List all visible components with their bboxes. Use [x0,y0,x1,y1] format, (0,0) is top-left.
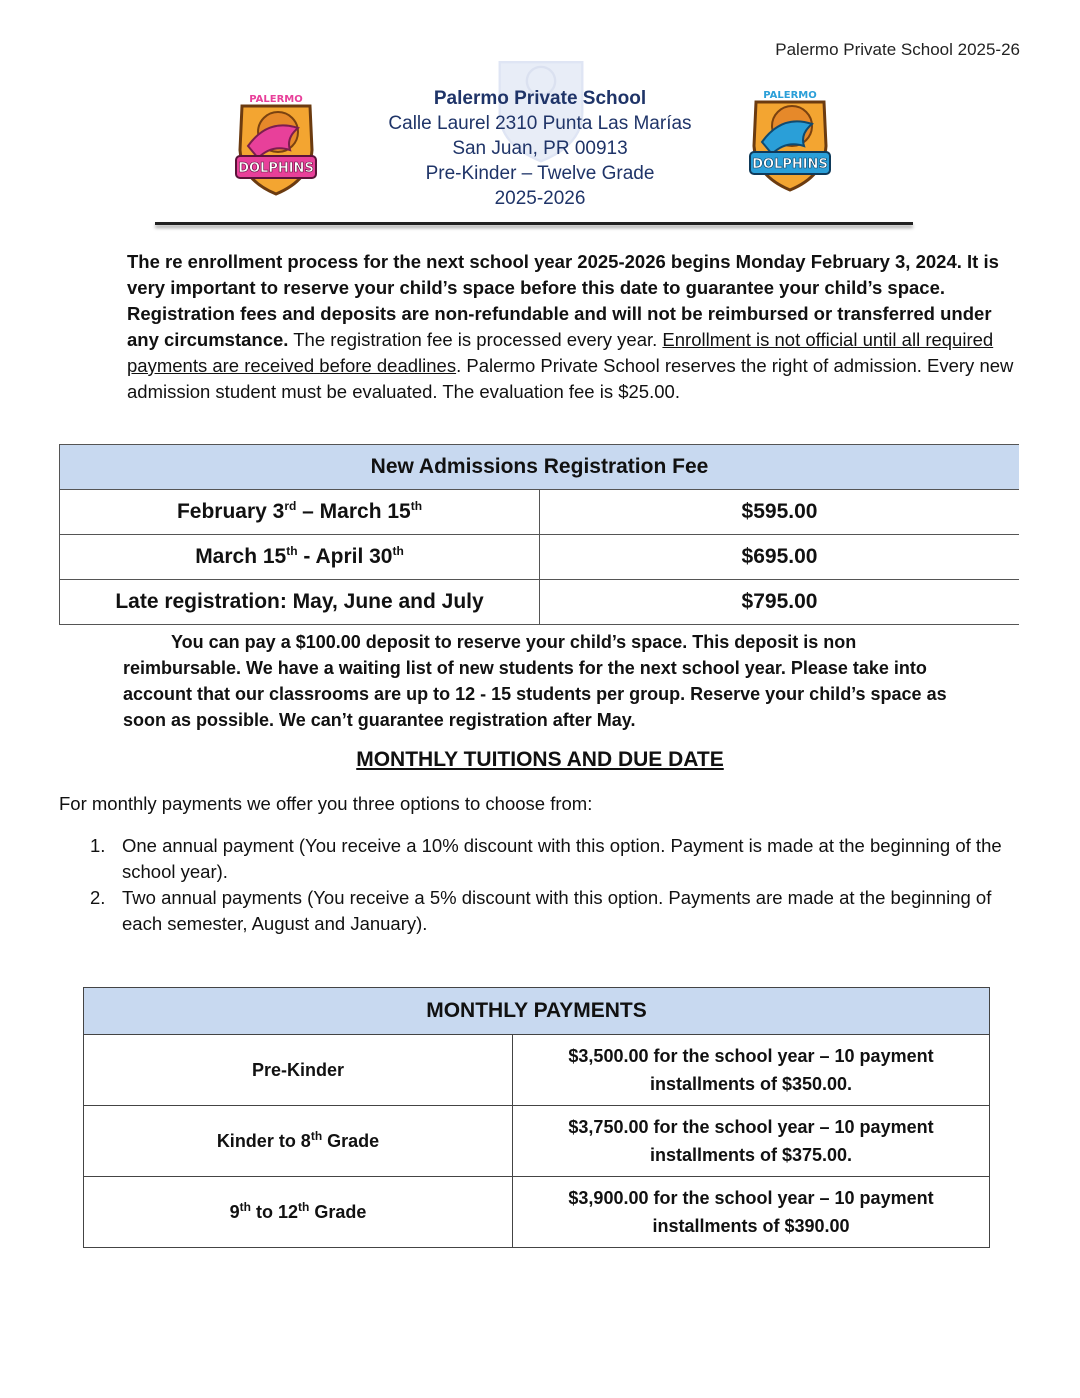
payment-cell: $3,900.00 for the school year – 10 payment installments of $390.00 [513,1177,990,1248]
deposit-note-text: You can pay a $100.00 deposit to reserve your child’s space. This deposit is non reimbursable. We have a waiting list of new students for the next school year. Please take into account that our classrooms are up to 12 - 15 students per group. Reserve your child’s space as soon as possible. We can’t guarantee registration after May. [123,632,947,730]
intro-bold-text: The re enrollment process for the next school year 2025-2026 begins Monday February 3, 2024. It is very important to reserve your child’s space before this date to guarantee your child’s space. Registration fees and deposits are non-refundable and will not be reimbursed or transferred under any circumstance. [127,251,999,350]
grade-cell: Pre-Kinder [84,1035,513,1106]
intro-text-1: The registration fee is processed every year. [288,329,663,350]
school-address-line2: San Juan, PR 00913 [452,138,628,159]
list-number: 2. [90,887,106,908]
period-cell: March 15th - April 30th [60,535,540,580]
monthly-payments-table [83,987,990,1248]
table-row [84,1177,990,1248]
period-cell: February 3rd – March 15th [60,490,540,535]
school-name: Palermo Private School [433,88,647,109]
grade-cell: 9th to 12th Grade [84,1177,513,1248]
payment-options-list [90,833,1010,937]
table-row [60,580,1020,625]
payment-cell: $3,500.00 for the school year – 10 payment installments of $350.00. [513,1035,990,1106]
admissions-fee-table [59,444,1019,625]
school-address-line1: Calle Laurel 2310 Punta Las Marías [388,113,692,134]
intro-underlined-text: Enrollment is not official until all required payments are received before deadlines [127,329,994,376]
price-cell: $795.00 [540,580,1020,625]
school-year: 2025-2026 [494,188,586,209]
table-row [60,490,1020,535]
school-grades: Pre-Kinder – Twelve Grade [425,163,655,184]
grade-cell: Kinder to 8th Grade [84,1106,513,1177]
list-number: 1. [90,835,106,856]
deposit-note [123,629,953,733]
price-cell: $595.00 [540,490,1020,535]
table-row [84,1106,990,1177]
payments-table-title: MONTHLY PAYMENTS [84,988,990,1035]
table-row [60,535,1020,580]
list-item [90,833,1010,885]
svg-text:DOLPHINS: DOLPHINS [752,157,828,172]
option-text: One annual payment (You receive a 10% discount with this option. Payment is made at the beginning of the school year). [122,835,1002,882]
dolphins-logo-blue [742,84,838,194]
table-row [84,1035,990,1106]
svg-text:PALERMO: PALERMO [249,94,303,105]
period-cell: Late registration: May, June and July [60,580,540,625]
tuition-section-title: MONTHLY TUITIONS AND DUE DATE [356,748,724,771]
svg-text:DOLPHINS: DOLPHINS [238,161,314,176]
list-item [90,885,1010,937]
page-header: Palermo Private School 2025-26 [775,40,1020,59]
header-divider [155,222,913,225]
option-text: Two annual payments (You receive a 5% discount with this option. Payments are made at the beginning of each semester, August and January). [122,887,992,934]
dolphins-logo-pink [228,88,324,198]
intro-text-2: . Palermo Private School reserves the right of admission. Every new admission student must be evaluated. The evaluation fee is $25.00. [127,355,1014,402]
intro-paragraph [127,249,1027,405]
school-info [330,86,750,211]
svg-text:PALERMO: PALERMO [763,90,817,101]
payment-cell: $3,750.00 for the school year – 10 payment installments of $375.00. [513,1106,990,1177]
payment-options-intro: For monthly payments we offer you three options to choose from: [59,793,593,814]
admissions-table-title: New Admissions Registration Fee [60,445,1020,490]
price-cell: $695.00 [540,535,1020,580]
